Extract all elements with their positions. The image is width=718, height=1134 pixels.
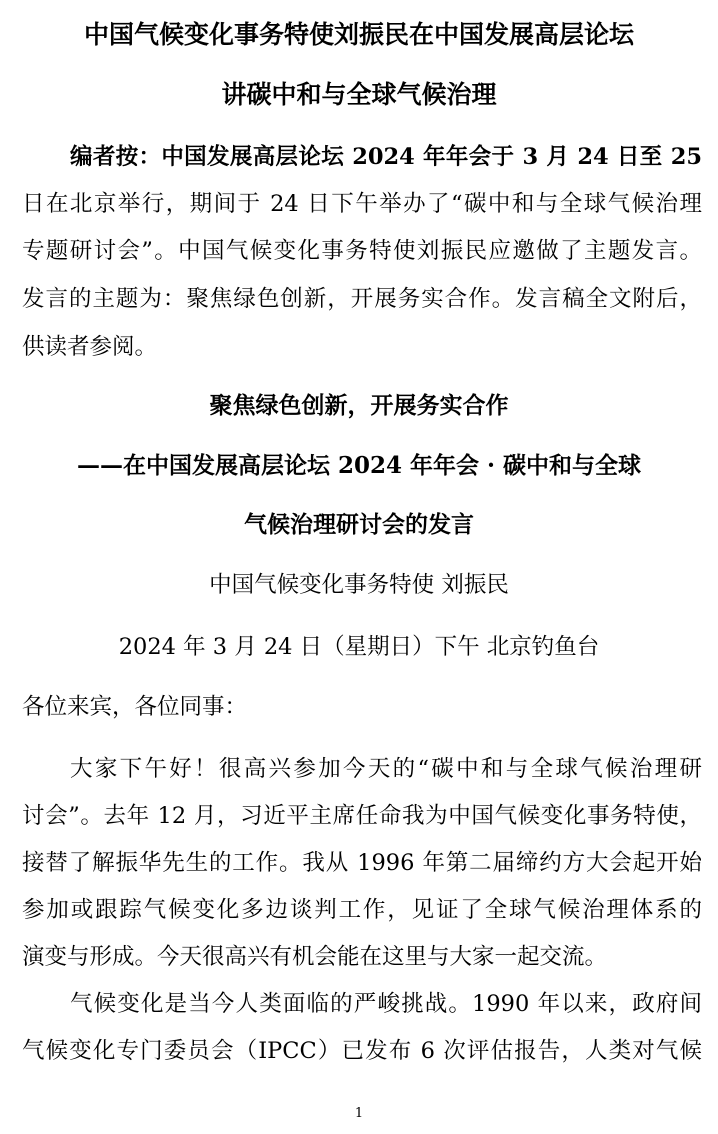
editor-note-line-2: 日在北京举行，期间于 24 日下午举办了“碳中和与全球气候治理	[22, 191, 702, 217]
paragraph-1-line-2: 讨会”。去年 12 月，习近平主席任命我为中国气候变化事务特使，	[22, 803, 702, 829]
paragraph-1-line-1: 大家下午好！很高兴参加今天的“碳中和与全球气候治理研	[70, 756, 702, 782]
date-place: 2024 年 3 月 24 日（星期日）下午 北京钓鱼台	[118, 634, 600, 660]
speech-title-line-3: 气候治理研讨会的发言	[244, 511, 474, 538]
paragraph-2-line-1: 气候变化是当今人类面临的严峻挑战。1990 年以来，政府间	[70, 991, 702, 1017]
speech-title-line-1: 聚焦绿色创新，开展务实合作	[209, 392, 509, 419]
salutation: 各位来宾，各位同事：	[22, 694, 248, 720]
editor-note-line-3: 专题研讨会”。中国气候变化事务特使刘振民应邀做了主题发言。	[22, 238, 702, 264]
speech-title-line-2: ——在中国发展高层论坛 2024 年年会 · 碳中和与全球	[76, 452, 642, 479]
document-title-line-2: 讲碳中和与全球气候治理	[221, 80, 497, 109]
paragraph-1-line-4: 参加或跟踪气候变化多边谈判工作，见证了全球气候治理体系的	[22, 897, 702, 923]
editor-note-line-4: 发言的主题为：聚焦绿色创新，开展务实合作。发言稿全文附后，	[22, 286, 702, 312]
editor-note-line-5: 供读者参阅。	[22, 334, 158, 360]
speaker: 中国气候变化事务特使 刘振民	[209, 572, 509, 598]
paragraph-2-line-2: 气候变化专门委员会（IPCC）已发布 6 次评估报告，人类对气候	[22, 1038, 702, 1064]
document-title-line-1: 中国气候变化事务特使刘振民在中国发展高层论坛	[83, 20, 634, 49]
paragraph-1-line-5: 演变与形成。今天很高兴有机会能在这里与大家一起交流。	[22, 944, 608, 970]
paragraph-1-line-3: 接替了解振华先生的工作。我从 1996 年第二届缔约方大会起开始	[22, 850, 702, 876]
page-number: 1	[354, 1106, 364, 1121]
editor-note-line-1: 编者按：中国发展高层论坛 2024 年年会于 3 月 24 日至 25	[70, 144, 702, 170]
